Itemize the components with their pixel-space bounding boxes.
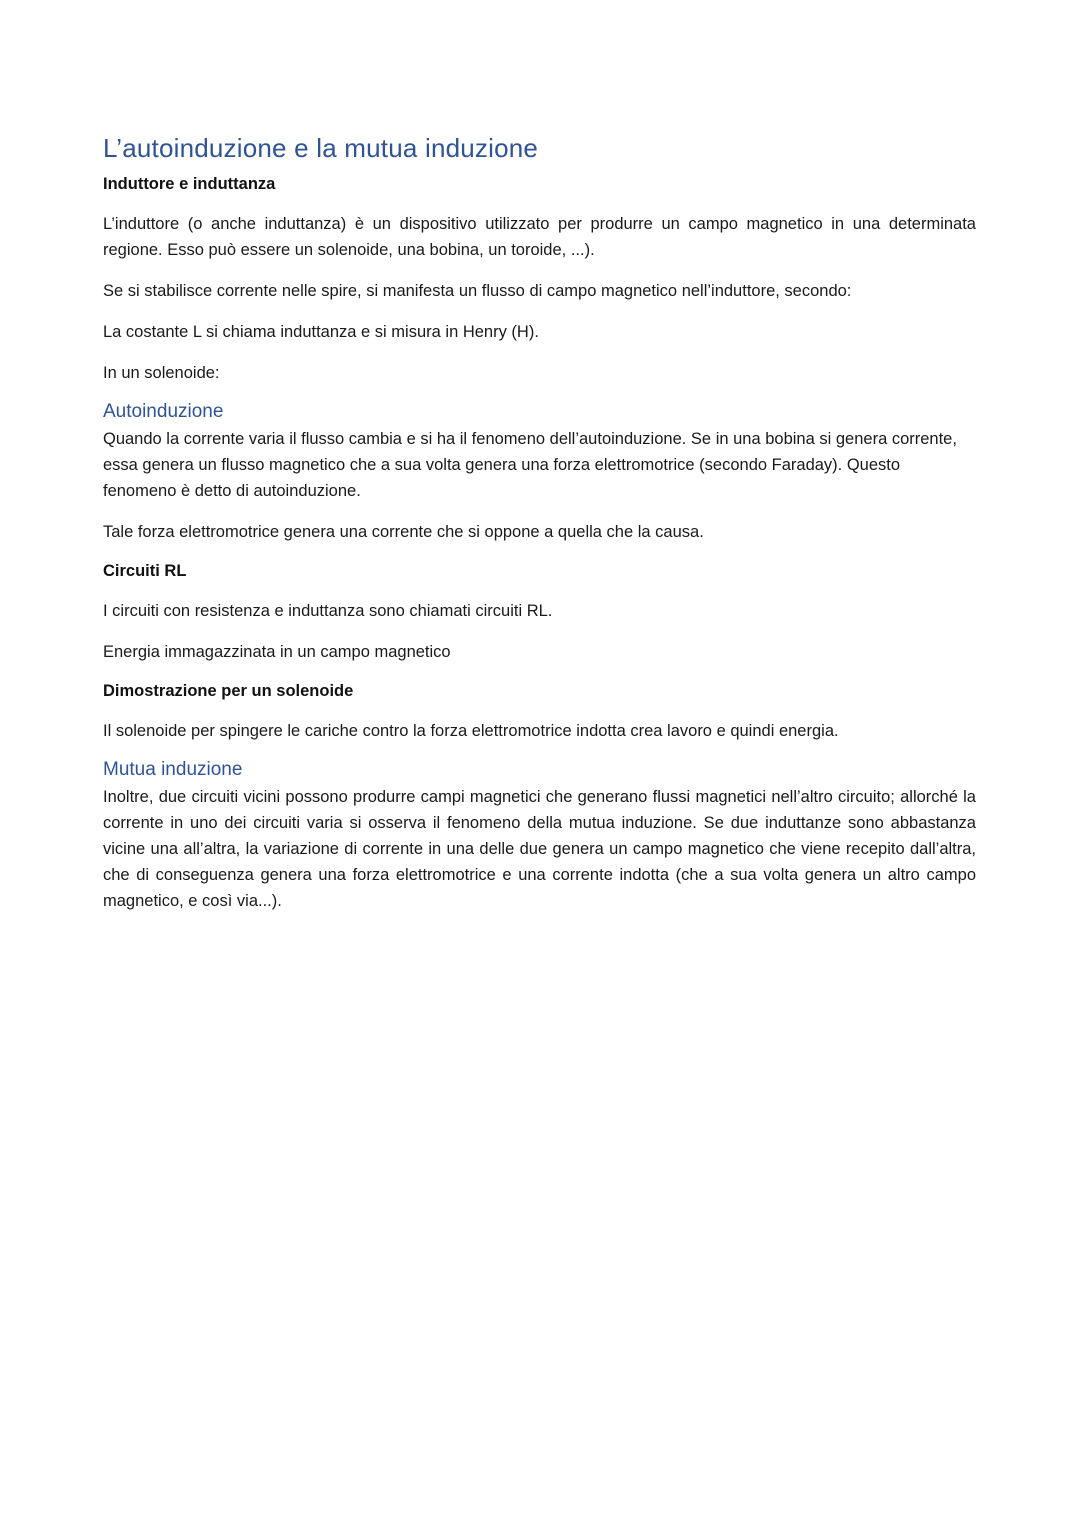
paragraph-induttanza-unita: La costante L si chiama induttanza e si misura in Henry (H). (103, 323, 539, 341)
paragraph-energia-campo: Energia immagazzinata in un campo magnetico (103, 643, 451, 661)
paragraph-solenoide: In un solenoide: (103, 364, 220, 382)
paragraph-induttore-definizione: L’induttore (o anche induttanza) è un dispositivo utilizzato per produrre un campo magnetico in una determinata regione. Esso può essere un solenoide, una bobina, un toroide, ...). (103, 215, 976, 259)
paragraph-induttore-flusso: Se si stabilisce corrente nelle spire, si manifesta un flusso di campo magnetico nell’induttore, secondo: (103, 282, 852, 300)
paragraph-mutua-induzione: Inoltre, due circuiti vicini possono produrre campi magnetici che generano flussi magnetici nell’altro circuito; allorché la corrente in uno dei circuiti varia si osserva il fenomeno della mutua induzione. Se due induttanze sono abbastanza vicine una all’altra, la variazione di corrente in una delle due genera un campo magnetico che viene recepito dall’altra, che di conseguenza genera una forza elettromotrice e una corrente indotta (che a sua volta genera un altro campo magnetico, e così via...). (103, 788, 976, 910)
paragraph-circuiti-rl: I circuiti con resistenza e induttanza sono chiamati circuiti RL. (103, 602, 553, 620)
heading-induttore: Induttore e induttanza (103, 175, 276, 193)
document-title: L’autoinduzione e la mutua induzione (103, 133, 539, 163)
paragraph-autoinduzione-opposizione: Tale forza elettromotrice genera una corrente che si oppone a quella che la causa. (103, 523, 704, 541)
heading-dimostrazione: Dimostrazione per un solenoide (103, 682, 354, 700)
heading-circuiti-rl: Circuiti RL (103, 562, 187, 580)
heading-mutua-induzione: Mutua induzione (103, 759, 243, 780)
heading-autoinduzione: Autoinduzione (103, 401, 224, 422)
paragraph-dimostrazione: Il solenoide per spingere le cariche contro la forza elettromotrice indotta crea lavoro e quindi energia. (103, 722, 839, 740)
paragraph-autoinduzione-descrizione: Quando la corrente varia il flusso cambia e si ha il fenomeno dell’autoinduzione. Se in una bobina si genera corrente, essa genera un flusso magnetico che a sua volta genera una forza elettromotrice (secondo Faraday). Questo fenomeno è detto di autoinduzione. (103, 430, 957, 500)
